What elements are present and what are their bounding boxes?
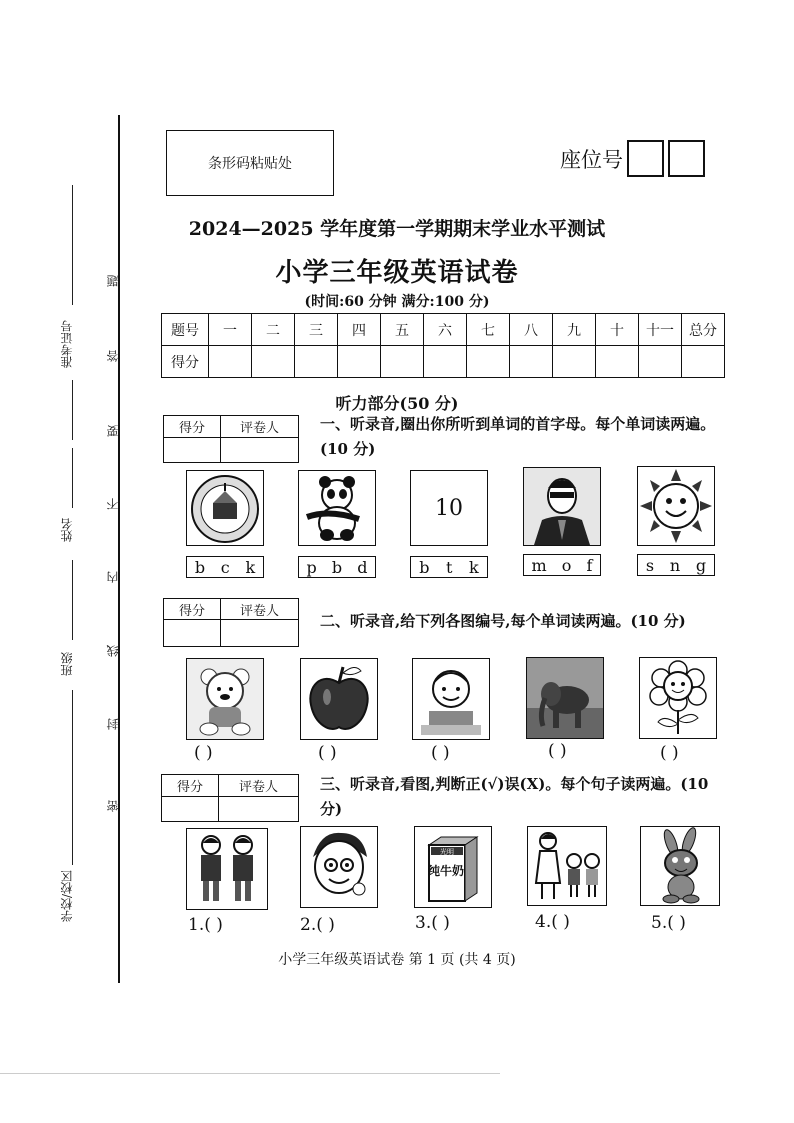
barcode-label: 条形码粘贴处 <box>208 156 292 172</box>
score-cell: 三 <box>295 314 338 346</box>
grader-score-blank[interactable] <box>162 797 219 822</box>
letter-option[interactable]: n <box>669 555 681 575</box>
boy-face-icon <box>300 826 378 908</box>
page-footer: 小学三年级英语试卷 第 1 页 (共 4 页) <box>278 952 516 968</box>
letter-option[interactable]: g <box>695 555 707 575</box>
letter-options <box>186 556 264 578</box>
grader-name-label: 评卷人 <box>219 775 299 797</box>
letter-option[interactable]: t <box>446 557 453 577</box>
exam-subject: 小学三年级英语试卷 <box>275 258 519 288</box>
letter-option[interactable]: k <box>245 557 256 577</box>
grader-score-label: 得分 <box>164 416 221 438</box>
score-cell: 七 <box>467 314 510 346</box>
score-blank[interactable] <box>682 346 725 378</box>
score-cell: 一 <box>209 314 252 346</box>
teddy-bear-icon <box>186 658 264 740</box>
letter-option[interactable]: b <box>194 557 206 577</box>
exam-title: 2024—2025 学年度第一学期期末学业水平测试 <box>188 218 606 240</box>
score-blank[interactable] <box>553 346 596 378</box>
milk-label-text: 纯牛奶 <box>427 864 465 878</box>
letter-options <box>298 556 376 578</box>
answer-blank[interactable]: ( ) <box>318 743 337 763</box>
grader-score-blank[interactable] <box>164 620 221 647</box>
letter-option[interactable]: o <box>561 555 572 575</box>
exam-time-score: (时间:60 分钟 满分:100 分) <box>304 294 490 310</box>
seal-char: 不 <box>106 498 120 510</box>
number-ten <box>410 470 488 546</box>
letter-option[interactable]: k <box>469 557 479 577</box>
grader-score-blank[interactable] <box>164 438 221 463</box>
score-row-label: 得分 <box>162 346 209 378</box>
score-blank[interactable] <box>639 346 682 378</box>
grader-box <box>161 774 299 822</box>
score-table-score-row <box>162 346 725 378</box>
rabbit-icon <box>640 826 720 906</box>
answer-blank[interactable]: 2.( ) <box>300 915 335 935</box>
name-underline-2 <box>72 560 73 640</box>
grader-name-blank[interactable] <box>221 438 299 463</box>
number-ten-text: 10 <box>435 495 463 521</box>
score-cell: 九 <box>553 314 596 346</box>
seal-char: 内 <box>106 571 120 583</box>
score-blank[interactable] <box>510 346 553 378</box>
letter-options <box>637 554 715 576</box>
class-underline <box>72 690 73 820</box>
flower-icon <box>639 657 717 739</box>
answer-blank[interactable]: 3.( ) <box>415 913 450 933</box>
answer-blank[interactable]: ( ) <box>660 743 679 763</box>
name-label: 姓名 <box>60 518 74 542</box>
letter-options <box>523 554 601 576</box>
barcode-area <box>166 130 334 196</box>
score-blank[interactable] <box>252 346 295 378</box>
grader-name-label: 评卷人 <box>221 416 299 438</box>
score-cell: 十 <box>596 314 639 346</box>
score-blank[interactable] <box>295 346 338 378</box>
score-blank[interactable] <box>596 346 639 378</box>
apple-icon <box>300 658 378 740</box>
answer-blank[interactable]: 5.( ) <box>651 913 686 933</box>
score-cell: 四 <box>338 314 381 346</box>
score-blank[interactable] <box>381 346 424 378</box>
question-2-text: 二、听录音,给下列各图编号,每个单词读两遍。(10 分) <box>320 612 686 630</box>
milk-brand-text: 光明 <box>440 848 454 856</box>
letter-option[interactable]: c <box>220 557 230 577</box>
class-label: 班级 <box>60 652 74 676</box>
score-cell: 题号 <box>162 314 209 346</box>
letter-option[interactable]: m <box>531 555 547 575</box>
letter-options <box>410 556 488 578</box>
seal-char: 线 <box>106 645 120 657</box>
score-table-header-row <box>162 314 725 346</box>
seal-char: 要 <box>106 425 120 437</box>
score-blank[interactable] <box>424 346 467 378</box>
score-cell: 二 <box>252 314 295 346</box>
seal-char: 题 <box>106 275 120 287</box>
answer-blank[interactable]: ( ) <box>194 743 213 763</box>
score-cell: 六 <box>424 314 467 346</box>
boy-eating-icon <box>412 658 490 740</box>
letter-option[interactable]: f <box>586 555 593 575</box>
sun-icon <box>637 466 715 546</box>
name-underline <box>72 448 73 508</box>
answer-blank[interactable]: ( ) <box>548 741 567 761</box>
grader-box <box>163 415 299 463</box>
score-table <box>161 313 725 378</box>
score-cell: 十一 <box>639 314 682 346</box>
seat-box[interactable] <box>627 140 664 177</box>
letter-option[interactable]: b <box>419 557 430 577</box>
grader-score-label: 得分 <box>164 599 221 620</box>
score-cell: 总分 <box>682 314 725 346</box>
answer-blank[interactable]: 4.( ) <box>535 912 570 932</box>
answer-blank[interactable]: 1.( ) <box>188 915 223 935</box>
grader-name-blank[interactable] <box>219 797 299 822</box>
teacher-children-icon <box>527 826 607 906</box>
exam-no-label: 准考证号 <box>60 320 74 368</box>
grader-name-blank[interactable] <box>221 620 299 647</box>
grader-box <box>163 598 299 647</box>
score-blank[interactable] <box>209 346 252 378</box>
letter-option[interactable]: b <box>331 557 343 577</box>
seal-char: 密 <box>106 800 120 812</box>
listening-section-title: 听力部分(50 分) <box>335 394 459 413</box>
seat-box[interactable] <box>668 140 705 177</box>
letter-option[interactable]: s <box>645 555 655 575</box>
birthday-cake-icon <box>186 470 264 546</box>
seal-char: 封 <box>106 718 120 730</box>
seal-char: 答 <box>106 350 120 362</box>
panda-icon <box>298 470 376 546</box>
school-underline <box>72 820 73 865</box>
school-label: 学校/校区 <box>60 870 74 923</box>
grader-score-label: 得分 <box>162 775 219 797</box>
score-cell: 五 <box>381 314 424 346</box>
letter-option[interactable]: d <box>357 557 368 577</box>
question-3-text: 三、听录音,看图,判断正(√)误(X)。每个句子读两遍。(10 分) <box>320 775 709 818</box>
answer-blank[interactable]: ( ) <box>431 743 450 763</box>
letter-option[interactable]: p <box>306 557 317 577</box>
score-cell: 八 <box>510 314 553 346</box>
two-students-icon <box>186 828 268 910</box>
seat-number <box>560 140 705 177</box>
elephant-icon <box>526 657 604 739</box>
binding-line <box>118 115 120 983</box>
question-1-text: 一、听录音,圈出你所听到单词的首字母。每个单词读两遍。(10 分) <box>320 415 716 458</box>
man-icon <box>523 467 601 546</box>
grader-name-label: 评卷人 <box>221 599 299 620</box>
score-blank[interactable] <box>467 346 510 378</box>
seat-label: 座位号 <box>560 147 623 172</box>
score-blank[interactable] <box>338 346 381 378</box>
milk-carton-icon <box>414 826 492 908</box>
scan-edge-line <box>0 1073 500 1074</box>
